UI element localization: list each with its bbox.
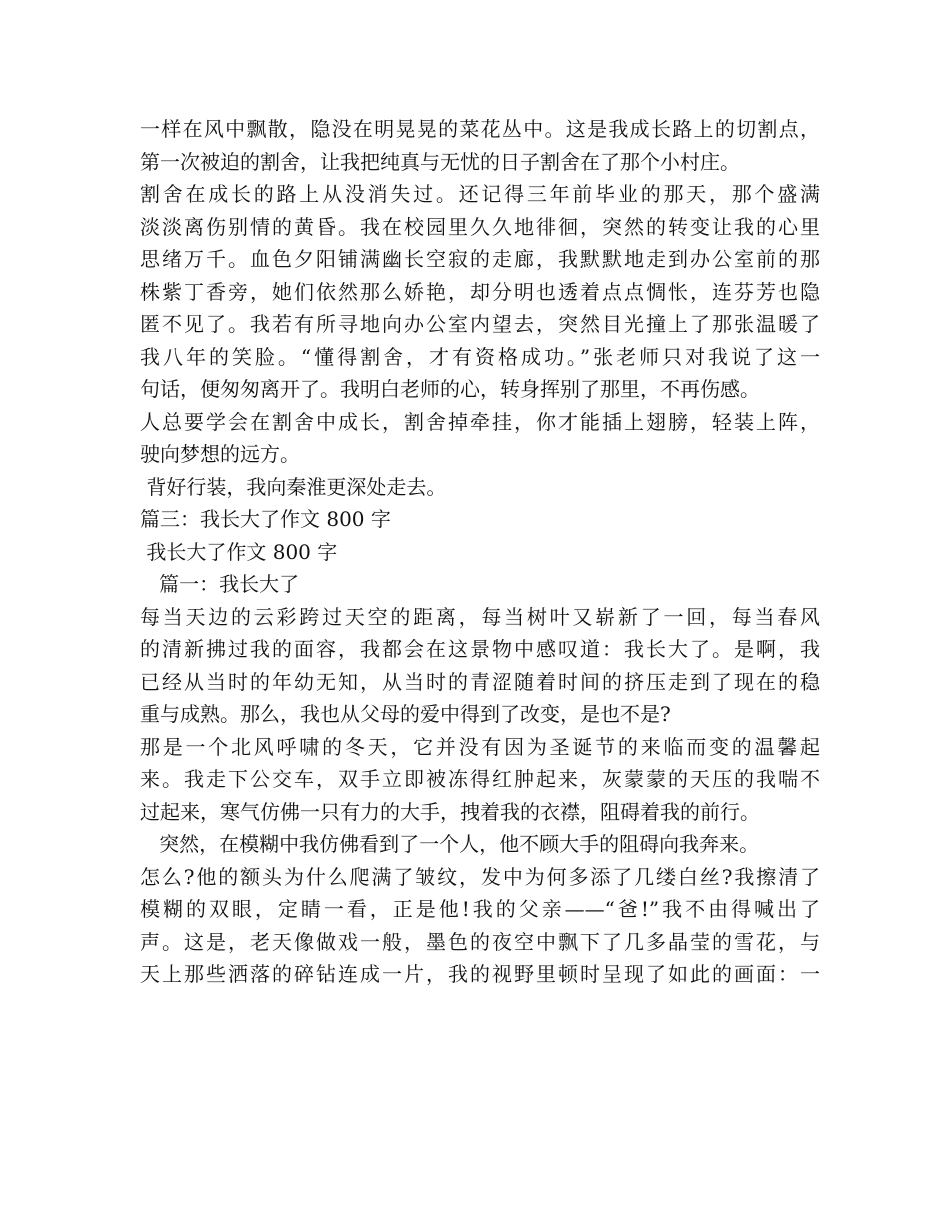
text-line: 那是一个北风呼啸的冬天，它并没有因为圣诞节的来临而变的温馨起: [140, 734, 820, 759]
text-line: 第一次被迫的割舍，让我把纯真与无忧的日子割舍在了那个小村庄。: [140, 149, 740, 174]
text-line: 过起来，寒气仿佛一只有力的大手，拽着我的衣襟，阻碍着我的前行。: [140, 799, 760, 824]
article-title: 我长大了作文 800 字: [140, 539, 338, 564]
text-line: 每当天边的云彩跨过天空的距离，每当树叶又崭新了一回，每当春风: [140, 604, 820, 629]
text-line: 思绪万千。血色夕阳铺满幽长空寂的走廊，我默默地走到办公室前的那: [140, 247, 820, 271]
text-line: 我八年的笑脸。“懂得割舍，才有资格成功。”张老师只对我说了这一: [140, 344, 820, 369]
text-line: 一样在风中飘散，隐没在明晃晃的菜花丛中。这是我成长路上的切割点，: [140, 117, 820, 141]
text-line: 重与成熟。那么，我也从父母的爱中得到了改变，是也不是?: [140, 702, 671, 726]
text-line: 匿不见了。我若有所寻地向办公室内望去，突然目光撞上了那张温暖了: [140, 312, 820, 336]
subsection-heading: 篇一：我长大了: [140, 572, 300, 596]
text-line: 已经从当时的年幼无知，从当时的青涩随着时间的挤压走到了现在的稳: [140, 669, 820, 694]
text-line: 背好行装，我向秦淮更深处走去。: [140, 474, 447, 499]
text-line: 淡淡离伤别情的黄昏。我在校园里久久地徘徊，突然的转变让我的心里: [140, 214, 820, 239]
text-line: 株紫丁香旁，她们依然那么娇艳，却分明也透着点点惆怅，连芬芳也隐: [140, 279, 820, 304]
document-body: [140, 113, 820, 991]
text-line: 割舍在成长的路上从没消失过。还记得三年前毕业的那天，那个盛满: [140, 182, 820, 206]
text-line: 人总要学会在割舍中成长，割舍掉牵挂，你才能插上翅膀，轻装上阵，: [140, 409, 820, 434]
text-line: 驶向梦想的远方。: [140, 442, 300, 466]
text-line: 声。这是，老天像做戏一般，墨色的夜空中飘下了几多晶莹的雪花，与: [140, 929, 820, 954]
text-line: 怎么?他的额头为什么爬满了皱纹，发中为何多添了几缕白丝?我擦清了: [140, 864, 820, 889]
text-line: 突然，在模糊中我仿佛看到了一个人，他不顾大手的阻碍向我奔来。: [140, 832, 760, 856]
text-line: 句话，便匆匆离开了。我明白老师的心，转身挥别了那里，不再伤感。: [140, 377, 760, 401]
section-heading: 篇三：我长大了作文 800 字: [140, 507, 391, 531]
text-line: 的清新拂过我的面容，我都会在这景物中感叹道：我长大了。是啊，我: [140, 637, 820, 661]
text-line: 天上那些洒落的碎钻连成一片，我的视野里顿时呈现了如此的画面：一: [140, 962, 820, 986]
text-line: 模糊的双眼，定睛一看，正是他!我的父亲——“爸!”我不由得喊出了: [140, 897, 820, 921]
text-line: 来。我走下公交车，双手立即被冻得红肿起来，灰蒙蒙的天压的我喘不: [140, 767, 820, 791]
